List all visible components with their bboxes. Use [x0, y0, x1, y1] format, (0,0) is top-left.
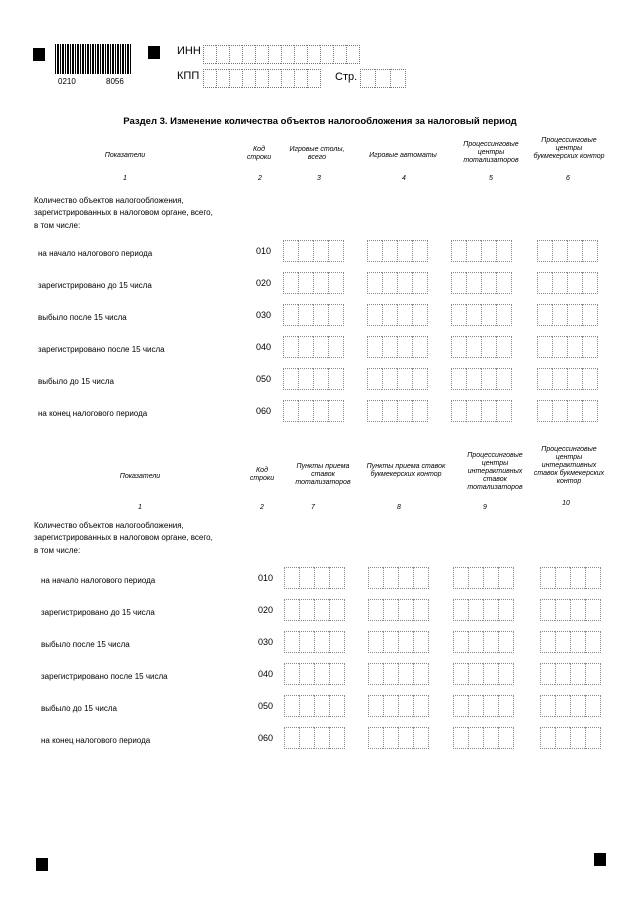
table1-value-field-col3[interactable] — [283, 240, 344, 262]
corner-marker-top-mid — [148, 46, 160, 59]
table2-row-label: выбыло после 15 числа — [41, 640, 130, 649]
t1-intro: Количество объектов налогообложения, зарегистрированных в налоговом органе, всего, — [34, 196, 213, 217]
table1-row-code: 020 — [256, 278, 272, 288]
t2-col-head-1: Показатели — [119, 473, 161, 480]
table1-row-code: 060 — [256, 406, 272, 416]
table1-value-field-col3[interactable] — [283, 304, 344, 326]
inn-label: ИНН — [177, 45, 201, 57]
table2-row-label: зарегистрировано после 15 числа — [41, 672, 168, 681]
t1-col-num-1: 1 — [123, 175, 127, 182]
table2-value-field-col6[interactable] — [540, 695, 601, 717]
table1-value-field-col5[interactable] — [451, 240, 512, 262]
table1-value-field-col6[interactable] — [537, 272, 598, 294]
table2-value-field-col5[interactable] — [453, 727, 514, 749]
table1-value-field-col3[interactable] — [283, 272, 344, 294]
table1-value-field-col6[interactable] — [537, 400, 598, 422]
t1-col-head-2: Код строки — [246, 146, 272, 161]
table2-row-code: 030 — [258, 637, 274, 647]
table1-value-field-col5[interactable] — [451, 400, 512, 422]
table1-row-code: 010 — [256, 246, 272, 256]
barcode-number-right: 8056 — [106, 77, 124, 86]
table1-value-field-col4[interactable] — [367, 400, 428, 422]
t1-col-head-6: Процессинговые центры букмекерских контор — [533, 137, 605, 160]
table1-value-field-col6[interactable] — [537, 240, 598, 262]
table2-row-label: на конец налогового периода — [41, 736, 151, 745]
table2-value-field-col4[interactable] — [368, 663, 429, 685]
table1-value-field-col4[interactable] — [367, 304, 428, 326]
table1-value-field-col6[interactable] — [537, 368, 598, 390]
table1-value-field-col5[interactable] — [451, 336, 512, 358]
table2-row-code: 060 — [258, 733, 274, 743]
table1-value-field-col4[interactable] — [367, 368, 428, 390]
table2-value-field-col6[interactable] — [540, 599, 601, 621]
t2-intro: Количество объектов налогообложения, зарегистрированных в налоговом органе, всего, — [34, 521, 213, 542]
t1-col-head-3: Игровые столы, всего — [289, 146, 345, 161]
table2-row-code: 050 — [258, 701, 274, 711]
t2-col-num-3: 7 — [311, 504, 315, 511]
table2-row-label: зарегистрировано до 15 числа — [41, 608, 155, 617]
table1-row-label: выбыло до 15 числа — [38, 377, 114, 386]
corner-marker-top-left — [33, 48, 45, 61]
table2-value-field-col3[interactable] — [284, 663, 345, 685]
t1-col-num-3: 3 — [317, 175, 321, 182]
table2-row-code: 020 — [258, 605, 274, 615]
table1-value-field-col4[interactable] — [367, 272, 428, 294]
kpp-field[interactable] — [203, 69, 321, 88]
page-number-field[interactable] — [360, 69, 406, 88]
table1-row-code: 040 — [256, 342, 272, 352]
barcode — [55, 44, 131, 74]
table2-value-field-col5[interactable] — [453, 663, 514, 685]
page-label: Стр. — [335, 71, 358, 83]
table2-value-field-col5[interactable] — [453, 599, 514, 621]
table2-value-field-col4[interactable] — [368, 599, 429, 621]
t2-col-head-6: Процессинговые центры интерактивных ставок букмекерских контор — [533, 446, 605, 485]
t2-col-head-3: Пункты приема ставок тотализаторов — [295, 463, 351, 486]
table2-value-field-col6[interactable] — [540, 663, 601, 685]
table1-row-label: зарегистрировано до 15 числа — [38, 281, 152, 290]
t1-col-head-1: Показатели — [104, 152, 146, 159]
table1-value-field-col5[interactable] — [451, 272, 512, 294]
table1-row-code: 050 — [256, 374, 272, 384]
t2-intro-2: в том числе: — [34, 546, 81, 555]
t1-intro-2: в том числе: — [34, 221, 81, 230]
table2-row-label: выбыло до 15 числа — [41, 704, 117, 713]
kpp-label: КПП — [177, 70, 200, 82]
table1-value-field-col3[interactable] — [283, 400, 344, 422]
t2-col-head-4: Пункты приема ставок букмекерских контор — [366, 463, 446, 478]
table1-value-field-col6[interactable] — [537, 336, 598, 358]
table2-value-field-col6[interactable] — [540, 567, 601, 589]
t1-col-head-5: Процессинговые центры тотализаторов — [463, 141, 519, 164]
t1-col-num-2: 2 — [258, 175, 262, 182]
barcode-number-left: 0210 — [58, 77, 76, 86]
corner-marker-bottom-right — [594, 853, 606, 866]
t1-col-num-4: 4 — [402, 175, 406, 182]
table1-value-field-col5[interactable] — [451, 304, 512, 326]
table1-row-label: выбыло после 15 числа — [38, 313, 127, 322]
t2-col-num-5: 9 — [483, 504, 487, 511]
table1-value-field-col3[interactable] — [283, 336, 344, 358]
table1-row-label: на конец налогового периода — [38, 409, 148, 418]
t1-col-num-5: 5 — [489, 175, 493, 182]
t2-col-num-2: 2 — [260, 504, 264, 511]
table2-value-field-col4[interactable] — [368, 631, 429, 653]
table1-value-field-col3[interactable] — [283, 368, 344, 390]
t2-col-num-6: 10 — [562, 500, 570, 507]
table2-value-field-col6[interactable] — [540, 727, 601, 749]
table2-value-field-col3[interactable] — [284, 599, 345, 621]
table1-value-field-col4[interactable] — [367, 240, 428, 262]
table1-value-field-col6[interactable] — [537, 304, 598, 326]
table2-value-field-col3[interactable] — [284, 695, 345, 717]
table2-value-field-col3[interactable] — [284, 631, 345, 653]
table1-value-field-col5[interactable] — [451, 368, 512, 390]
table2-value-field-col4[interactable] — [368, 695, 429, 717]
table2-row-code: 040 — [258, 669, 274, 679]
table2-value-field-col4[interactable] — [368, 727, 429, 749]
table2-value-field-col4[interactable] — [368, 567, 429, 589]
table2-value-field-col5[interactable] — [453, 567, 514, 589]
t2-col-head-5: Процессинговые центры интерактивных ставок тотализаторов — [467, 452, 523, 491]
t1-col-num-6: 6 — [566, 175, 570, 182]
corner-marker-bottom-left — [36, 858, 48, 871]
t2-col-head-2: Код строки — [249, 467, 275, 482]
inn-field[interactable] — [203, 45, 360, 64]
t2-col-num-4: 8 — [397, 504, 401, 511]
t2-col-num-1: 1 — [138, 504, 142, 511]
table2-row-label: на начало налогового периода — [41, 576, 156, 585]
t1-col-head-4: Игровые автоматы — [369, 152, 437, 159]
table1-row-code: 030 — [256, 310, 272, 320]
table1-row-label: зарегистрировано после 15 числа — [38, 345, 165, 354]
table1-value-field-col4[interactable] — [367, 336, 428, 358]
table2-value-field-col3[interactable] — [284, 567, 345, 589]
table2-value-field-col6[interactable] — [540, 631, 601, 653]
table2-row-code: 010 — [258, 573, 274, 583]
table2-value-field-col5[interactable] — [453, 631, 514, 653]
section-title: Раздел 3. Изменение количества объектов налогообложения за налоговый период — [123, 116, 517, 127]
table2-value-field-col3[interactable] — [284, 727, 345, 749]
table1-row-label: на начало налогового периода — [38, 249, 153, 258]
table2-value-field-col5[interactable] — [453, 695, 514, 717]
